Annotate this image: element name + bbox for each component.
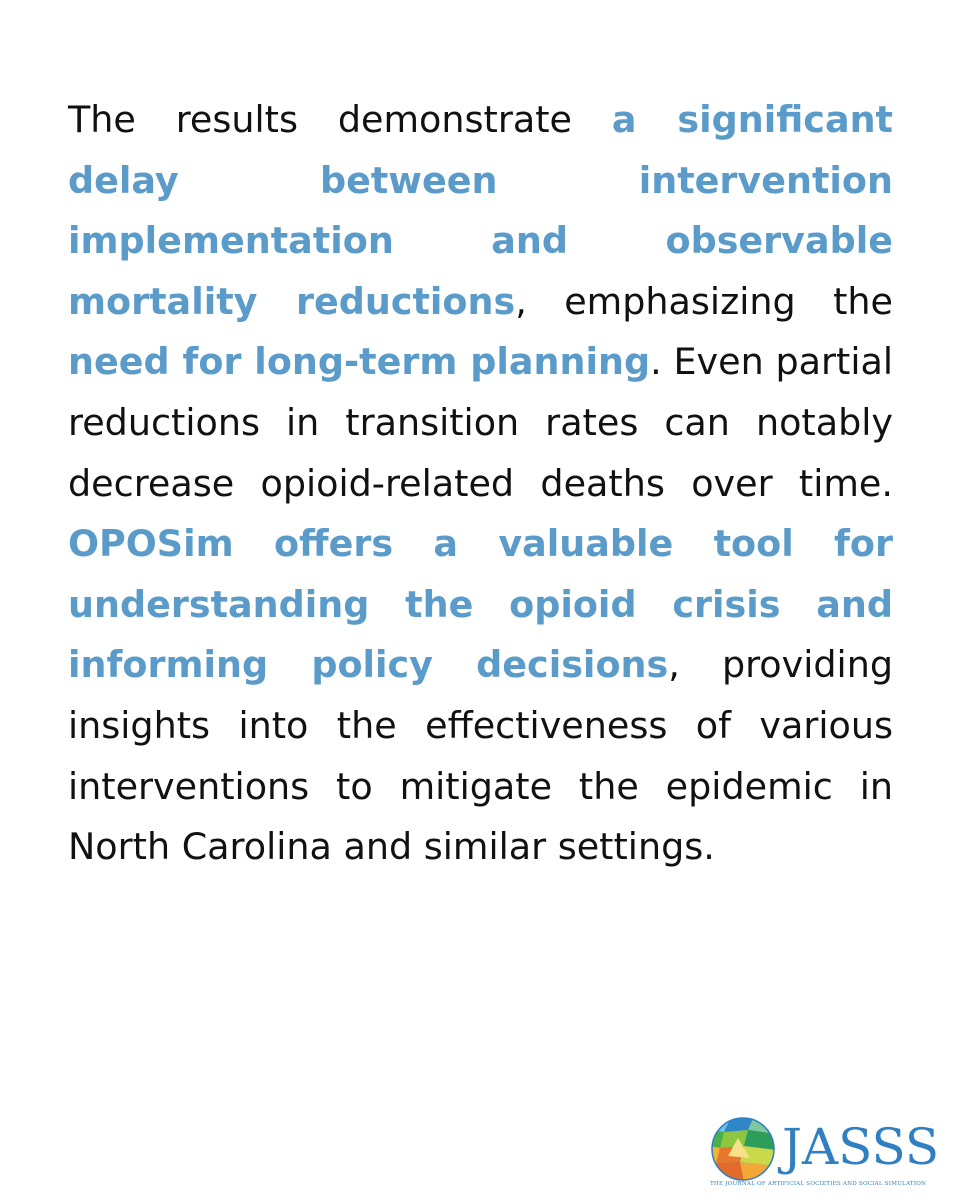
text-segment: , emphasizing the (515, 279, 893, 323)
summary-paragraph (68, 90, 893, 878)
text-segment: . Even partial reductions in transition rates can notably decrease opioid-related deaths over time. (68, 340, 893, 505)
highlighted-phrase: a significant delay between intervention implementation and observable mortality reductions (68, 98, 894, 323)
logo-wordmark: JASSS (782, 1118, 940, 1176)
highlighted-phrase: OPOSim offers a valuable tool for understanding the opioid crisis and informing policy decisions (68, 522, 893, 687)
jasss-logo (710, 1116, 950, 1190)
text-segment: , providing insights into the effectiveness of various interventions to mitigate the epidemic in North Carolina and similar settings. (68, 643, 893, 869)
logo-subtitle: THE JOURNAL OF ARTIFICIAL SOCIETIES AND SOCIAL SIMULATION (710, 1181, 927, 1187)
highlighted-phrase: need for long-term planning (68, 340, 651, 384)
text-segment: The results demonstrate (68, 98, 612, 141)
globe-mosaic-icon (710, 1116, 776, 1182)
